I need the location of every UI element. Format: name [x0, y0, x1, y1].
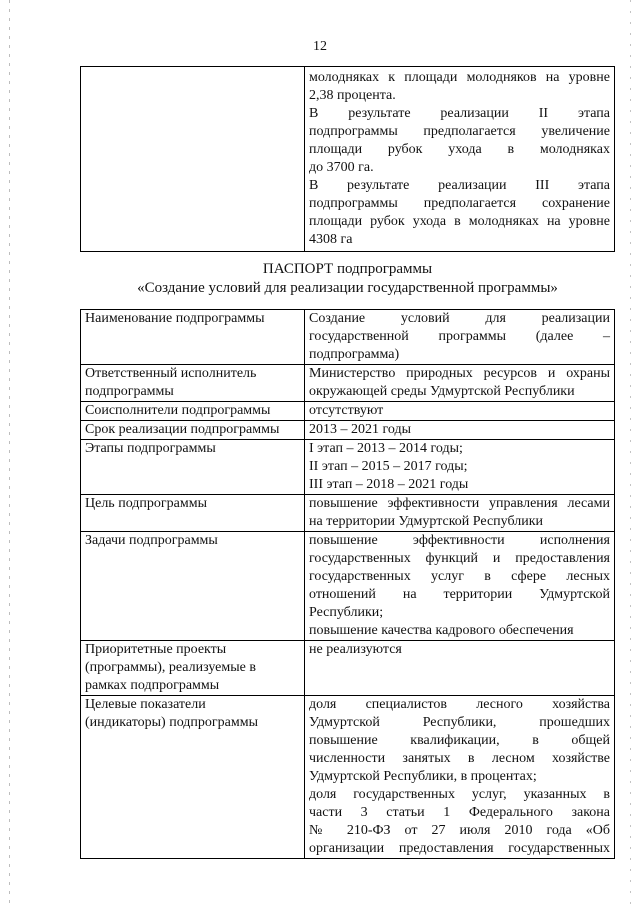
label-line: Задачи подпрограммы [85, 533, 218, 548]
row-value [305, 696, 615, 859]
row-label [81, 310, 305, 365]
value-line: доля специалистов лесного хозяйства [309, 697, 610, 712]
label-line: Приоритетные проекты [85, 642, 227, 657]
row-label [81, 495, 305, 532]
table-cell-text [305, 67, 615, 252]
label-line: Срок реализации подпрограммы [85, 422, 280, 437]
label-line: Этапы подпрограммы [85, 441, 216, 456]
text-line: В результате реализации II этапа [309, 106, 610, 121]
label-line: (программы), реализуемые в [85, 660, 256, 675]
row-value [305, 532, 615, 641]
value-line: № 210-ФЗ от 27 июля 2010 года «Об [309, 823, 610, 838]
value-line: численности занятых в лесном хозяйстве [309, 751, 610, 766]
label-line: подпрограммы [85, 384, 174, 399]
table-row [81, 532, 615, 641]
value-line: не реализуются [309, 642, 402, 657]
table-row [81, 495, 615, 532]
value-line: организации предоставления государственных [309, 841, 610, 856]
row-label [81, 532, 305, 641]
value-line: на территории Удмуртской Республики [309, 514, 544, 529]
value-line: государственной программы (далее – [309, 329, 610, 344]
value-line: Республики; [309, 605, 384, 620]
table-row [81, 641, 615, 696]
table-row [81, 310, 615, 365]
row-value [305, 365, 615, 402]
label-line: Ответственный исполнитель [85, 366, 257, 381]
value-line: повышение качества кадрового обеспечения [309, 623, 574, 638]
passport-table [80, 309, 615, 859]
row-label [81, 696, 305, 859]
value-line: повышение эффективности управления лесами [309, 496, 610, 511]
label-line: Наименование подпрограммы [85, 311, 265, 326]
text-line: до 3700 га. [309, 160, 374, 175]
table-row [81, 402, 615, 421]
value-line: Удмуртской Республики, в процентах; [309, 769, 537, 784]
table-row [81, 440, 615, 495]
label-line: (индикаторы) подпрограммы [85, 715, 258, 730]
scan-edge-left [9, 0, 10, 905]
value-line: отношений на территории Удмуртской [309, 587, 610, 602]
passport-subtitle: «Создание условий для реализации государственной программы» [137, 280, 558, 296]
paragraph [309, 69, 610, 249]
value-line: части 3 статьи 1 Федерального закона [309, 805, 610, 820]
text-line: 4308 га [309, 232, 353, 247]
row-value [305, 402, 615, 421]
page-number: 12 [313, 39, 327, 54]
continued-table [80, 66, 615, 252]
text-line: молодняках к площади молодняков на уровне [309, 70, 610, 85]
row-label [81, 440, 305, 495]
row-value [305, 421, 615, 440]
value-line: I этап – 2013 – 2014 годы; [309, 441, 463, 456]
row-label [81, 402, 305, 421]
scan-edge-right [630, 0, 631, 905]
row-label [81, 421, 305, 440]
text-line: 2,38 процента. [309, 88, 396, 103]
passport-title: ПАСПОРТ подпрограммы [262, 261, 433, 277]
row-value [305, 310, 615, 365]
label-line: Соисполнители подпрограммы [85, 403, 271, 418]
row-value [305, 495, 615, 532]
table-row [81, 421, 615, 440]
value-line: повышение квалификации, в общей [309, 733, 610, 748]
table-cell-empty [81, 67, 305, 252]
value-line: Министерство природных ресурсов и охраны [309, 366, 610, 381]
text-line: площади рубок ухода в молодняках на уровне [309, 214, 610, 229]
text-line: подпрограммы предполагается увеличение [309, 124, 610, 139]
value-line: II этап – 2015 – 2017 годы; [309, 459, 468, 474]
value-line: государственных функций и предоставления [309, 551, 610, 566]
value-line: отсутствуют [309, 403, 384, 418]
text-line: площади рубок ухода в молодняках [309, 142, 610, 157]
value-line: 2013 – 2021 годы [309, 422, 412, 437]
row-value [305, 641, 615, 696]
table-row [81, 365, 615, 402]
table-row [81, 67, 615, 252]
row-value [305, 440, 615, 495]
label-line: рамках подпрограммы [85, 678, 220, 693]
label-line: Цель подпрограммы [85, 496, 207, 511]
value-line: окружающей среды Удмуртской Республики [309, 384, 575, 399]
value-line: III этап – 2018 – 2021 годы [309, 477, 469, 492]
label-line: Целевые показатели [85, 697, 206, 712]
text-line: подпрограммы предполагается сохранение [309, 196, 610, 211]
value-line: Удмуртской Республики, прошедших [309, 715, 610, 730]
value-line: доля государственных услуг, указанных в [309, 787, 610, 802]
value-line: подпрограмма) [309, 347, 400, 362]
table-row [81, 696, 615, 859]
value-line: государственных услуг в сфере лесных [309, 569, 610, 584]
row-label [81, 365, 305, 402]
row-label [81, 641, 305, 696]
text-line: В результате реализации III этапа [309, 178, 610, 193]
value-line: повышение эффективности исполнения [309, 533, 610, 548]
value-line: Создание условий для реализации [309, 311, 610, 326]
